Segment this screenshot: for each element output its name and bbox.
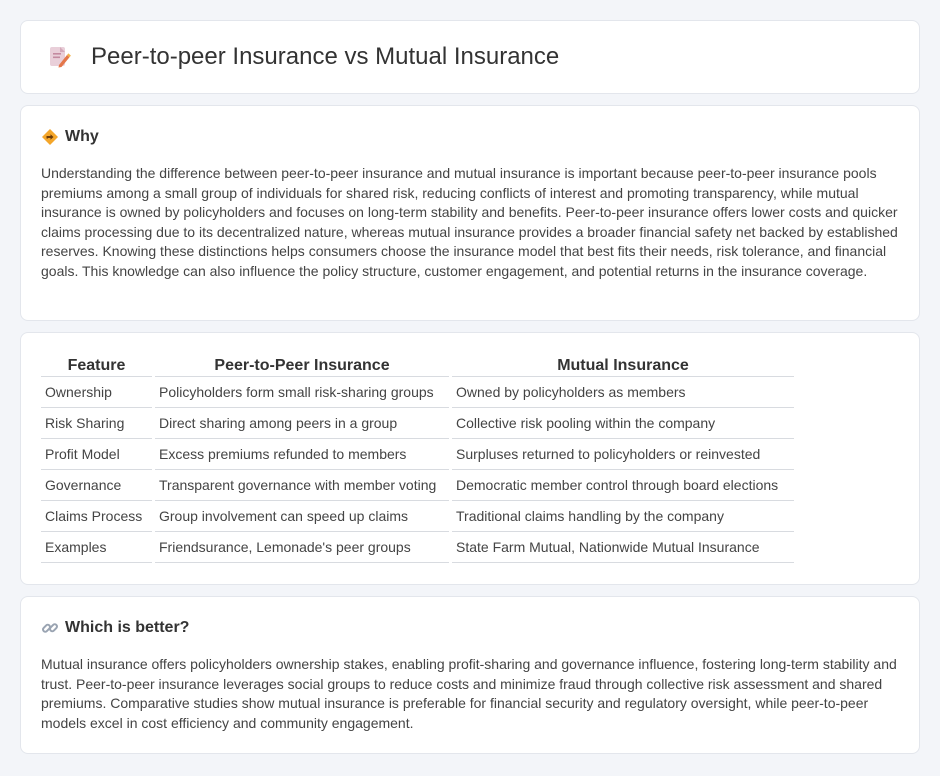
mutual-cell: Surpluses returned to policyholders or reinvested: [452, 439, 794, 470]
peer-to-peer-cell: Friendsurance, Lemonade's peer groups: [155, 532, 449, 563]
header-mutual: Mutual Insurance: [452, 353, 794, 377]
why-heading: Why: [65, 128, 99, 145]
table-row: [41, 377, 794, 408]
why-text: Understanding the difference between peer-to-peer insurance and mutual insurance is important because peer-to-peer insurance pools premiums among a small group of individuals for shared risk, reducing conflicts of interest and promoting transparency, while mutual insurance is owned by policyholders and focuses on long-term stability and benefits. Peer-to-peer insurance offers lower costs and quicker claims processing due to its decentralized nature, whereas mutual insurance provides a broader financial safety net backed by established reserves. Knowing these distinctions helps consumers choose the insurance model that best fits their needs, risk tolerance, and financial goals. This knowledge can also influence the policy structure, customer engagement, and potential returns in the insurance coverage.: [41, 165, 898, 279]
page-title: Peer-to-peer Insurance vs Mutual Insurance: [91, 43, 560, 70]
comparison-section: [20, 332, 920, 585]
table-row: [41, 408, 794, 439]
peer-to-peer-cell: Policyholders form small risk-sharing groups: [155, 377, 449, 408]
link-icon: [41, 619, 59, 637]
which-is-better-section: [20, 596, 920, 754]
feature-cell: Ownership: [41, 377, 152, 408]
better-text: Mutual insurance offers policyholders ownership stakes, enabling profit-sharing and governance influence, fostering long-term stability and trust. Peer-to-peer insurance leverages social groups to reduce costs and minimize fraud through collective risk assessment and shared premiums. Comparative studies show mutual insurance is preferable for financial security and regulatory oversight, while peer-to-peer models excel in cost efficiency and community engagement.: [41, 656, 897, 731]
feature-cell: Risk Sharing: [41, 408, 152, 439]
mutual-cell: Owned by policyholders as members: [452, 377, 794, 408]
why-section: [20, 105, 920, 321]
better-header: [41, 619, 899, 637]
feature-cell: Examples: [41, 532, 152, 563]
mutual-cell: Democratic member control through board elections: [452, 470, 794, 501]
diamond-direction-icon: [41, 128, 59, 146]
header-peer-to-peer: Peer-to-Peer Insurance: [155, 353, 449, 377]
table-header-row: [41, 353, 794, 377]
table-row: [41, 470, 794, 501]
table-row: [41, 501, 794, 532]
table-row: [41, 439, 794, 470]
mutual-cell: Traditional claims handling by the company: [452, 501, 794, 532]
peer-to-peer-cell: Transparent governance with member voting: [155, 470, 449, 501]
document-pen-icon: [47, 45, 71, 69]
peer-to-peer-cell: Excess premiums refunded to members: [155, 439, 449, 470]
mutual-cell: Collective risk pooling within the company: [452, 408, 794, 439]
feature-cell: Governance: [41, 470, 152, 501]
peer-to-peer-cell: Direct sharing among peers in a group: [155, 408, 449, 439]
why-header: [41, 128, 899, 146]
header-feature: Feature: [41, 353, 152, 377]
feature-cell: Profit Model: [41, 439, 152, 470]
title-card: [20, 20, 920, 94]
feature-cell: Claims Process: [41, 501, 152, 532]
mutual-cell: State Farm Mutual, Nationwide Mutual Insurance: [452, 532, 794, 563]
better-heading: Which is better?: [65, 619, 190, 636]
table-row: [41, 532, 794, 563]
comparison-table: [38, 353, 797, 563]
peer-to-peer-cell: Group involvement can speed up claims: [155, 501, 449, 532]
